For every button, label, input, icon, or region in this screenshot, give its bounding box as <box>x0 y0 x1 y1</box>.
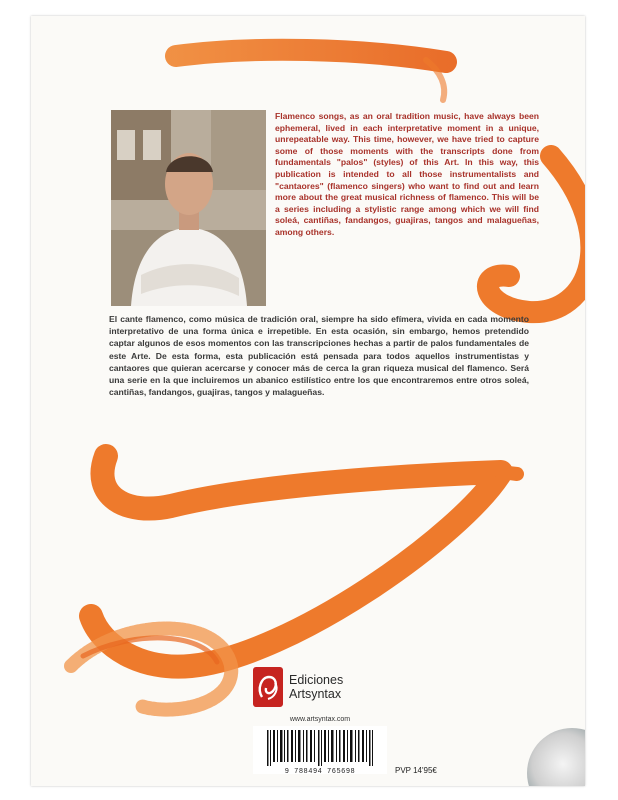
barcode <box>253 726 387 774</box>
author-photo <box>111 110 266 306</box>
barcode-number: 9 788494 765698 <box>284 768 356 776</box>
publisher-name <box>289 673 343 701</box>
publisher-block <box>253 666 343 708</box>
artsyntax-logo-icon <box>253 667 283 707</box>
english-description: Flamenco songs, as an oral tradition music, have always been ephemeral, lived in each interpretative moment in a unique, unrepeatable way. This time, however, we have tried to capture some of those moments with the transcripts done from fundamentals "palos" (styles) of this Art. In this way, this publication is intended to all those instrumentalists and "cantaores" (flamenco singers) who want to find out and learn more about the great musical richness of flamenco. This will be a series including a stylistic range among which we will find soleá, cantiñas, fandangos, guajiras, tangos and malagueñas, among others. <box>275 111 539 237</box>
website-url: www.artsyntax.com <box>289 716 351 723</box>
spanish-description: El cante flamenco, como música de tradición oral, siempre ha sido efímera, vivida en cada momento interpretativo de una forma única e irrepetible. En esta ocasión, sin embargo, hemos pretendido captar algunos de esos momentos con las transcripciones hechas a partir de palos fundamentales de este Arte. De esta forma, esta publicación está pensada para todos aquellos instrumentistas y cantaores que quieran acercarse y conocer más de cerca la gran riqueza musical del flamenco. Será una serie en la que incluiremos un abanico estilístico entre los que encontraremos entre otros soleá, cantiñas, fandangos, guajiras, tangos y malagueñas. <box>109 314 529 398</box>
author-photo-illustration <box>111 110 266 306</box>
publisher-name-line2: Artsyntax <box>289 687 342 701</box>
publisher-name-line1: Ediciones <box>289 673 344 687</box>
book-back-cover <box>31 16 585 786</box>
barcode-bars <box>253 726 387 766</box>
price-label: PVP 14'95€ <box>395 766 437 775</box>
